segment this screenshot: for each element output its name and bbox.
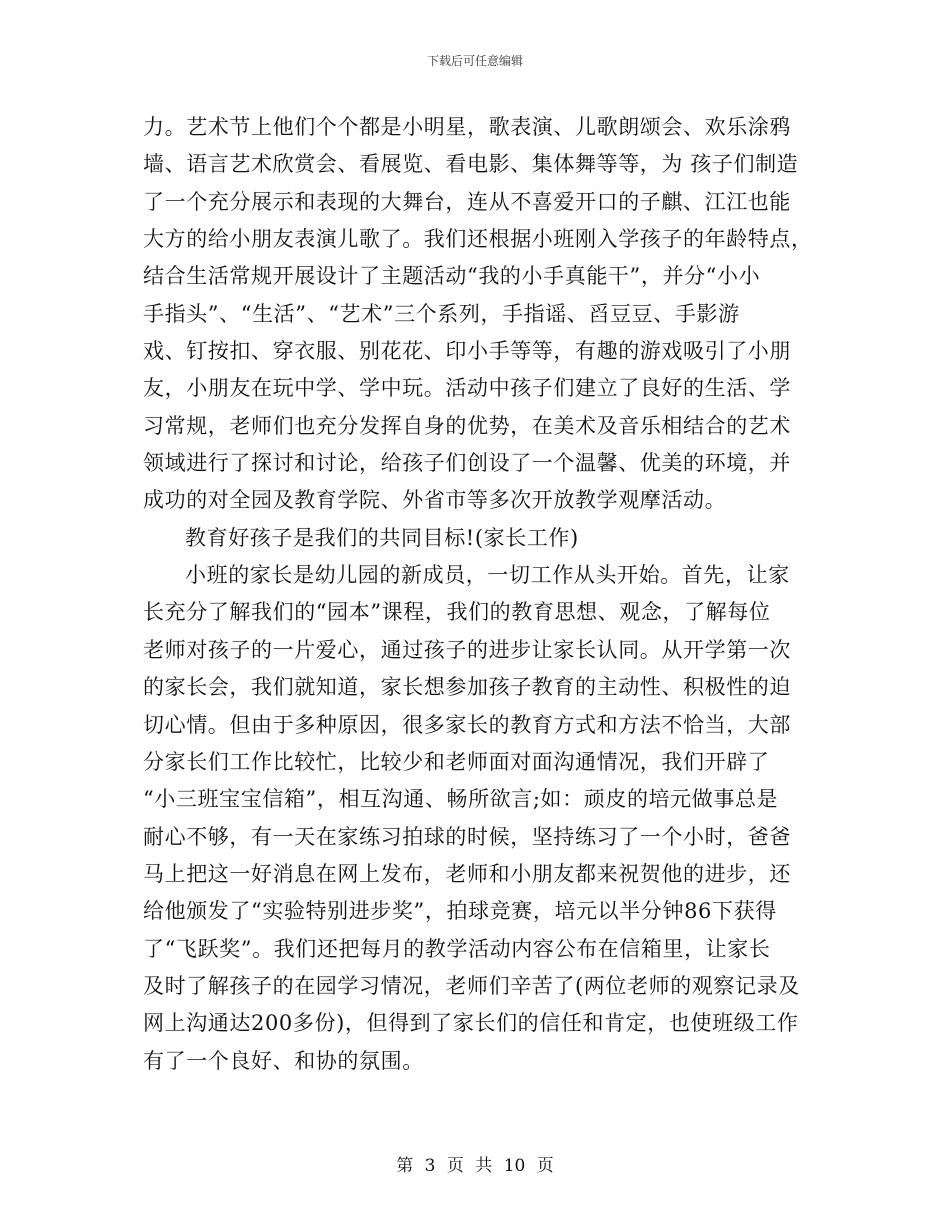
- paragraph-3-line-5: 切心情。但由于多种原因，很多家长的教育方式和方法不恰当，大部: [143, 712, 791, 737]
- paragraph-3-line-8: 耐心不够，有一天在家练习拍球的时候，坚持练习了一个小时，爸爸: [143, 824, 791, 849]
- section-heading: 教育好孩子是我们的共同目标!(家长工作): [185, 525, 579, 550]
- paragraph-3-line-14: 有了一个良好、和协的氛围。: [143, 1048, 424, 1073]
- paragraph-3-line-1: 小班的家长是幼儿园的新成员，一切工作从头开始。首先，让家: [185, 563, 790, 588]
- page-number-footer: 第 3 页 共 10 页: [396, 1156, 554, 1176]
- paragraph-1-line-3: 了一个充分展示和表现的大舞台，连从不喜爱开口的子麒、江江也能: [143, 189, 791, 214]
- paragraph-1-line-6: 手指头”、“生活”、“艺术”三个系列，手指谣、舀豆豆、手影游: [143, 301, 740, 326]
- paragraph-1-line-9: 习常规，老师们也充分发挥自身的优势，在美术及音乐相结合的艺术: [143, 413, 791, 438]
- paragraph-3-line-6: 分家长们工作比较忙，比较少和老师面对面沟通情况，我们开辟了: [143, 749, 770, 774]
- paragraph-3-line-9: 马上把这一好消息在网上发布，老师和小朋友都来祝贺他的进步，还: [143, 861, 791, 886]
- paragraph-1-line-1: 力。艺术节上他们个个都是小明星，歌表演、儿歌朗颂会、欢乐涂鸦: [143, 115, 791, 139]
- paragraph-3-line-11: 了“飞跃奖”。我们还把每月的教学活动内容公布在信箱里，让家长: [143, 936, 771, 961]
- paragraph-3-line-4: 的家长会，我们就知道，家长想参加孩子教育的主动性、积极性的迫: [143, 675, 791, 700]
- paragraph-1-line-7: 戏、钉按扣、穿衣服、别花花、印小手等等，有趣的游戏吸引了小朋: [143, 339, 791, 364]
- paragraph-3-line-12: 及时了解孩子的在园学习情况，老师们辛苦了(两位老师的观察记录及: [143, 973, 800, 998]
- paragraph-1-line-10: 领域进行了探讨和讨论，给孩子们创设了一个温馨、优美的环境，并: [143, 451, 791, 476]
- paragraph-1-line-2: 墙、语言艺术欣赏会、看展览、看电影、集体舞等等，为 孩子们制造: [143, 152, 799, 177]
- paragraph-1-line-4: 大方的给小朋友表演儿歌了。我们还根据小班刚入学孩子的年龄特点，: [143, 227, 813, 252]
- paragraph-3-line-13: 网上沟通达200多份)，但得到了家长们的信任和肯定，也使班级工作: [143, 1011, 799, 1036]
- paragraph-1-line-5: 结合生活常规开展设计了主题活动“我的小手真能干”，并分“小小: [143, 264, 761, 289]
- paragraph-3-line-7: “小三班宝宝信箱”，相互沟通、畅所欲言;如：顽皮的培元做事总是: [143, 787, 779, 812]
- paragraph-1-line-8: 友，小朋友在玩中学、学中玩。活动中孩子们建立了良好的生活、学: [143, 376, 791, 401]
- page-header: 下载后可任意编辑: [426, 54, 523, 68]
- paragraph-3-line-3: 老师对孩子的一片爱心，通过孩子的进步让家长认同。从开学第一次: [143, 637, 791, 662]
- document-body: [143, 109, 813, 1080]
- paragraph-3-line-10: 给他颁发了“实验特别进步奖”，拍球竞赛，培元以半分钟86下获得: [143, 899, 777, 924]
- paragraph-3-line-2: 长充分了解我们的“园本”课程，我们的教育思想、观念，了解每位: [143, 600, 771, 625]
- paragraph-1-line-11: 成功的对全园及教育学院、外省市等多次开放教学观摩活动。: [143, 488, 727, 513]
